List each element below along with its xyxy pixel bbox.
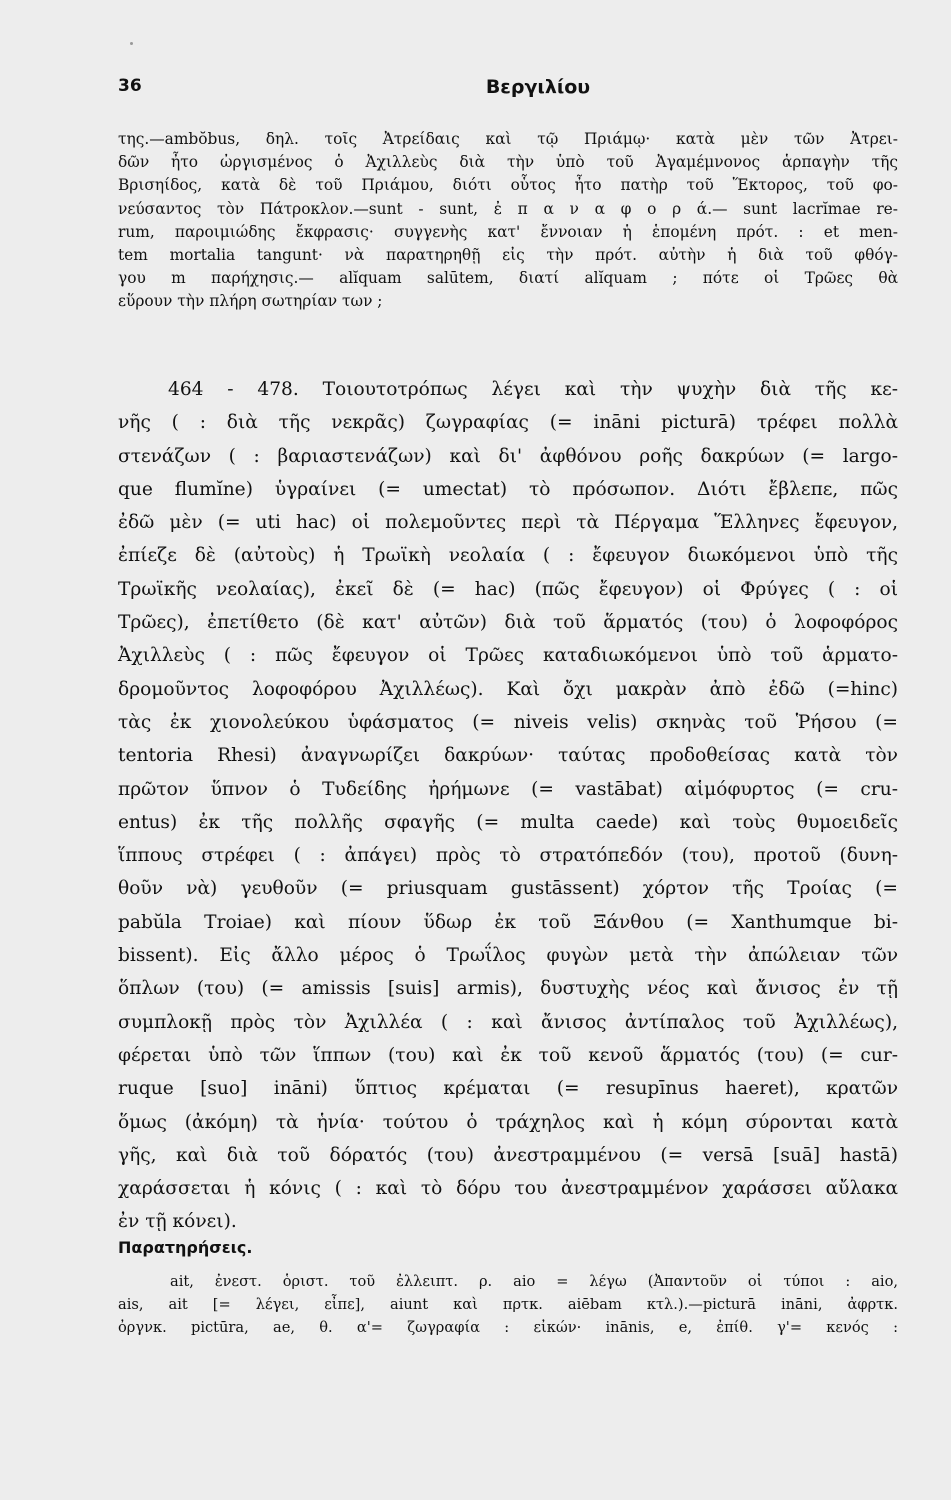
text-line: συμπλοκῇ πρὸς τὸν Ἀχιλλέα ( : καὶ ἄνισος ἀντίπαλος τοῦ Ἀχιλλέως),	[118, 1011, 898, 1033]
text-line: tem mortalia tangunt· νὰ παρατηρηθῇ εἰς τὴν πρότ. αὐτὴν ἡ διὰ τοῦ φθόγ-	[118, 245, 898, 264]
text-line: ruque [suo] ināni) ὕπτιος κρέμαται (= resupīnus haeret), κρατῶν	[118, 1078, 898, 1100]
text-line: φέρεται ὑπὸ τῶν ἵππων (του) καὶ ἐκ τοῦ κενοῦ ἅρματός (του) (= cur-	[118, 1044, 898, 1066]
text-line: Ἀχιλλεὺς ( : πῶς ἔφευγον οἱ Τρῶες καταδιωκόμενοι ὑπὸ τοῦ ἁρματο-	[118, 645, 898, 667]
text-line: ἐδῶ μὲν (= uti hac) οἱ πολεμοῦντες περὶ τὰ Πέργαμα Ἕλληνες ἔφευγον,	[118, 512, 898, 534]
text-line: bissent). Εἰς ἄλλο μέρος ὁ Τρωΐλος φυγὼν μετὰ τὴν ἀπώλειαν τῶν	[118, 945, 898, 967]
text-line: δῶν ἦτο ὠργισμένος ὁ Ἀχιλλεὺς διὰ τὴν ὑπὸ τοῦ Ἀγαμέμνονος ἁρπαγὴν τῆς	[118, 153, 898, 172]
text-line: πρῶτον ὕπνον ὁ Τυδείδης ἠρήμωνε (= vastābat) αἱμόφυρτος (= cru-	[118, 778, 898, 800]
text-line: γου m παρήχησις.— alĭquam salūtem, διατί alĭquam ; πότε οἱ Τρῶες θὰ	[118, 269, 898, 288]
text-line: της.—ambŏbus, δηλ. τοῖς Ἀτρείδαις καὶ τῷ Πριάμῳ· κατὰ μὲν τῶν Ἀτρει-	[118, 130, 898, 148]
notes-section	[118, 1271, 898, 1339]
text-line: τὰς ἐκ χιονολεύκου ὑφάσματος (= niveis velis) σκηνὰς τοῦ Ῥήσου (=	[118, 711, 898, 733]
text-line: rum, παροιμιώδης ἔκφρασις· συγγενὴς κατ' ἔννοιαν ἡ ἑπομένη πρότ. : et men-	[118, 222, 898, 241]
text-line: γῆς, καὶ διὰ τοῦ δόρατός (του) ἀνεστραμμένου (= versā [suā] hastā)	[118, 1144, 898, 1166]
commentary-small-paragraph	[118, 128, 898, 314]
text-line: 464 - 478. Τοιουτοτρόπως λέγει καὶ τὴν ψυχὴν διὰ τῆς κε-	[168, 379, 898, 400]
text-line: εὕρουν τὴν πλήρη σωτηρίαν των ;	[118, 292, 383, 311]
page-header	[118, 76, 898, 106]
text-line: στενάζων ( : βαριαστενάζων) καὶ δι' ἀφθόνου ροῆς δακρύων (= largo-	[118, 445, 898, 467]
text-line: ἵππους στρέφει ( : ἀπάγει) πρὸς τὸ στρατόπεδόν (του), προτοῦ (δυνη-	[118, 845, 898, 867]
print-speck	[130, 42, 133, 45]
text-line: δρομοῦντος λοφοφόρου Ἀχιλλέως). Καὶ ὄχι μακρὰν ἀπὸ ἐδῶ (=hinc)	[118, 678, 898, 700]
text-line: χαράσσεται ἡ κόνις ( : καὶ τὸ δόρυ του ἀνεστραμμένον χαράσσει αὔλακα	[118, 1178, 898, 1200]
text-line: tentoria Rhesi) ἀναγνωρίζει δακρύων· ταύτας προδοθείσας κατὰ τὸν	[118, 745, 898, 767]
text-line: νῆς ( : διὰ τῆς νεκρᾶς) ζωγραφίας (= ināni picturā) τρέφει πολλὰ	[118, 412, 898, 434]
note-line: ait, ἐνεστ. ὁριστ. τοῦ ἐλλειπτ. ρ. aio = λέγω (Ἀπαντοῦν οἱ τύποι : aio,	[170, 1273, 898, 1290]
note-line: ὀργνκ. pictūra, ae, θ. α'= ζωγραφία : εἰκών· inānis, e, ἐπίθ. γ'= κενός :	[118, 1318, 898, 1336]
text-line: Τρῶες), ἐπετίθετο (δὲ κατ' αὐτῶν) διὰ τοῦ ἅρματός (του) ὁ λοφοφόρος	[118, 612, 898, 634]
text-line: θοῦν νὰ) γευθοῦν (= priusquam gustāssent) χόρτον τῆς Τροίας (=	[118, 878, 898, 900]
text-line: νεύσαντος τὸν Πάτροκλον.—sunt - sunt, ἐ π α ν α φ ο ρ ά.— sunt lacrĭmae re-	[118, 199, 898, 218]
text-line: Βρισηίδος, κατὰ δὲ τοῦ Πριάμου, διότι οὗτος ἦτο πατὴρ τοῦ Ἕκτορος, τοῦ φο-	[118, 176, 898, 195]
text-line: ἐν τῇ κόνει).	[118, 1211, 237, 1233]
running-title: Βεργιλίου	[485, 76, 591, 98]
note-line: ais, ait [= λέγει, εἶπε], aiunt καὶ πρτκ. aiēbam κτλ.).—picturā ināni, ἀφρτκ.	[118, 1295, 898, 1313]
translation-paragraph	[118, 373, 898, 1239]
text-line: ὅπλων (του) (= amissis [suis] armis), δυστυχὴς νέος καὶ ἄνισος ἐν τῇ	[118, 978, 898, 1000]
text-line: ὅμως (ἀκόμη) τὰ ἡνία· τούτου ὁ τράχηλος καὶ ἡ κόμη σύρονται κατὰ	[118, 1111, 898, 1133]
text-line: entus) ἐκ τῆς πολλῆς σφαγῆς (= multa caede) καὶ τοὺς θυμοειδεῖς	[118, 811, 898, 833]
text-line: ἐπίεζε δὲ (αὐτοὺς) ἡ Τρωϊκὴ νεολαία ( : ἔφευγον διωκόμενοι ὑπὸ τῆς	[118, 545, 898, 567]
text-line: que flumĭne) ὑγραίνει (= umectat) τὸ πρόσωπον. Διότι ἔβλεπε, πῶς	[118, 478, 898, 500]
text-line: Τρωϊκῆς νεολαίας), ἐκεῖ δὲ (= hac) (πῶς ἔφευγον) οἱ Φρύγες ( : οἱ	[118, 578, 898, 600]
text-line: pabŭla Troiae) καὶ πίουν ὕδωρ ἐκ τοῦ Ξάνθου (= Xanthumque bi-	[118, 911, 898, 933]
notes-heading: Παρατηρήσεις.	[118, 1238, 253, 1257]
page-number: 36	[118, 76, 142, 96]
